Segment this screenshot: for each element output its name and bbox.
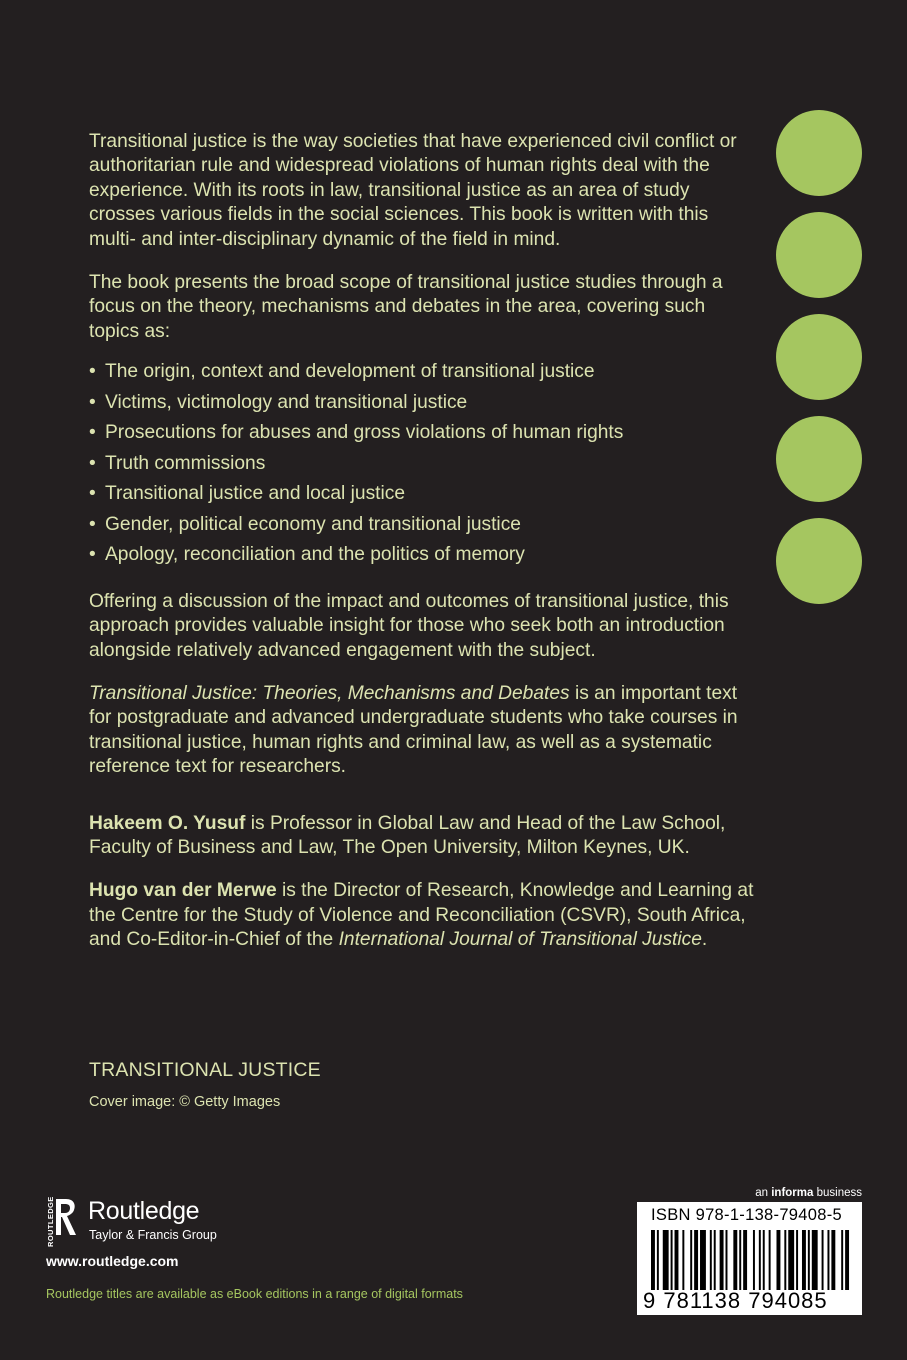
barcode-bar [822,1230,824,1290]
green-circle [776,518,862,604]
blurb-paragraph: Transitional justice is the way societies that have experienced civil conflict or authoritarian rule and widespread violations of human rights deal with the experience. With its roots in law, transitional justice as an area of study crosses various fields in the social sciences. This book is written with this multi- and inter-disciplinary dynamic of the field in mind. [89,131,737,250]
barcode-bar [682,1230,684,1290]
blurb-paragraph: The book presents the broad scope of transitional justice studies through a focus on the theory, mechanisms and debates in the area, covering such topics as: [89,272,723,342]
author-bio: Hugo van der Merwe is the Director of Research, Knowledge and Learning at the Centre for the Study of Violence and Reconciliation (CSVR), South Africa, and Co-Editor-in-Chief of the International Journal of Transitional Justice. [89,880,754,951]
barcode-bar [841,1230,843,1290]
list-item: • Gender, political economy and transitional justice [89,513,521,535]
informa-tagline: an informa business [755,1187,862,1199]
author-name: Hakeem O. Yusuf [89,812,246,834]
barcode-bar [739,1230,741,1290]
green-circle [776,314,862,400]
barcode-bar [700,1230,706,1290]
barcode-bar [796,1230,798,1290]
list-item: • Victims, victimology and transitional justice [89,391,468,413]
list-item: • Prosecutions for abuses and gross violations of human rights [89,422,624,444]
list-item: • Apology, reconciliation and the politics of memory [89,544,525,566]
barcode-bar [812,1230,818,1290]
author-bio: Hakeem O. Yusuf is Professor in Global Law and Head of the Law School, Faculty of Business and Law, The Open University, Milton Keynes, UK. [89,812,726,858]
barcode-bar [759,1230,761,1290]
barcode-bar [776,1230,780,1290]
barcode-bar [714,1230,716,1290]
barcode-bar [651,1230,655,1290]
cover-credit: Cover image: © Getty Images [89,1094,281,1110]
logo-vertical-text: ROUTLEDGE [46,1196,55,1247]
isbn-label: ISBN 978-1-138-79408-5 [651,1206,842,1224]
barcode-digits: 9 781138 794085 [643,1288,828,1313]
barcode-bar [763,1230,765,1290]
list-item: • Truth commissions [89,452,266,474]
blurb-paragraph: Transitional Justice: Theories, Mechanisms and Debates is an important text for postgraduate and advanced undergraduate students who take courses in transitional justice, human rights and criminal law, as well as a systematic reference text for researchers. [89,682,738,778]
barcode-bar [663,1230,669,1290]
green-circle [776,416,862,502]
publisher-group: Taylor & Francis Group [89,1228,217,1242]
list-item: • Transitional justice and local justice [89,483,406,505]
series-label: TRANSITIONAL JUSTICE [89,1059,321,1081]
ebook-note: Routledge titles are available as eBook editions in a range of digital formats [46,1287,463,1301]
publisher-name: Routledge [88,1197,200,1225]
barcode-bar [671,1230,673,1290]
barcode-bar [808,1230,810,1290]
barcode-bar [788,1230,794,1290]
barcode-bar [743,1230,747,1290]
book-title: Transitional Justice: Theories, Mechanisms and Debates [89,682,570,704]
barcode-bar [726,1230,728,1290]
green-circle [776,212,862,298]
barcode-bar [690,1230,692,1290]
barcode-bar [802,1230,806,1290]
barcode-bar [657,1230,659,1290]
isbn-barcode-box [637,1202,862,1315]
barcode-bar [769,1230,771,1290]
barcode-bar [694,1230,698,1290]
barcode-bar [710,1230,712,1290]
topics-list [89,357,759,571]
barcode-bar [675,1230,679,1290]
barcode-bar [831,1230,835,1290]
barcode-icon [651,1230,851,1290]
barcode-bar [720,1230,724,1290]
list-item: • The origin, context and development of transitional justice [89,361,595,383]
barcode-bar [827,1230,829,1290]
publisher-url[interactable]: www.routledge.com [46,1253,179,1269]
green-circle [776,110,862,196]
barcode-bar [753,1230,755,1290]
author-name: Hugo van der Merwe [89,880,277,902]
routledge-r-icon [44,1195,78,1249]
journal-title: International Journal of Transitional Justice [338,929,702,951]
barcode-bar [733,1230,737,1290]
routledge-logo [44,1195,244,1255]
blurb-paragraph: Offering a discussion of the impact and outcomes of transitional justice, this approach provides valuable insight for those who seek both an introduction alongside relatively advanced engagement with the subject. [89,590,729,661]
barcode-bar [784,1230,786,1290]
blurb [89,130,759,972]
barcode-bar [845,1230,849,1290]
